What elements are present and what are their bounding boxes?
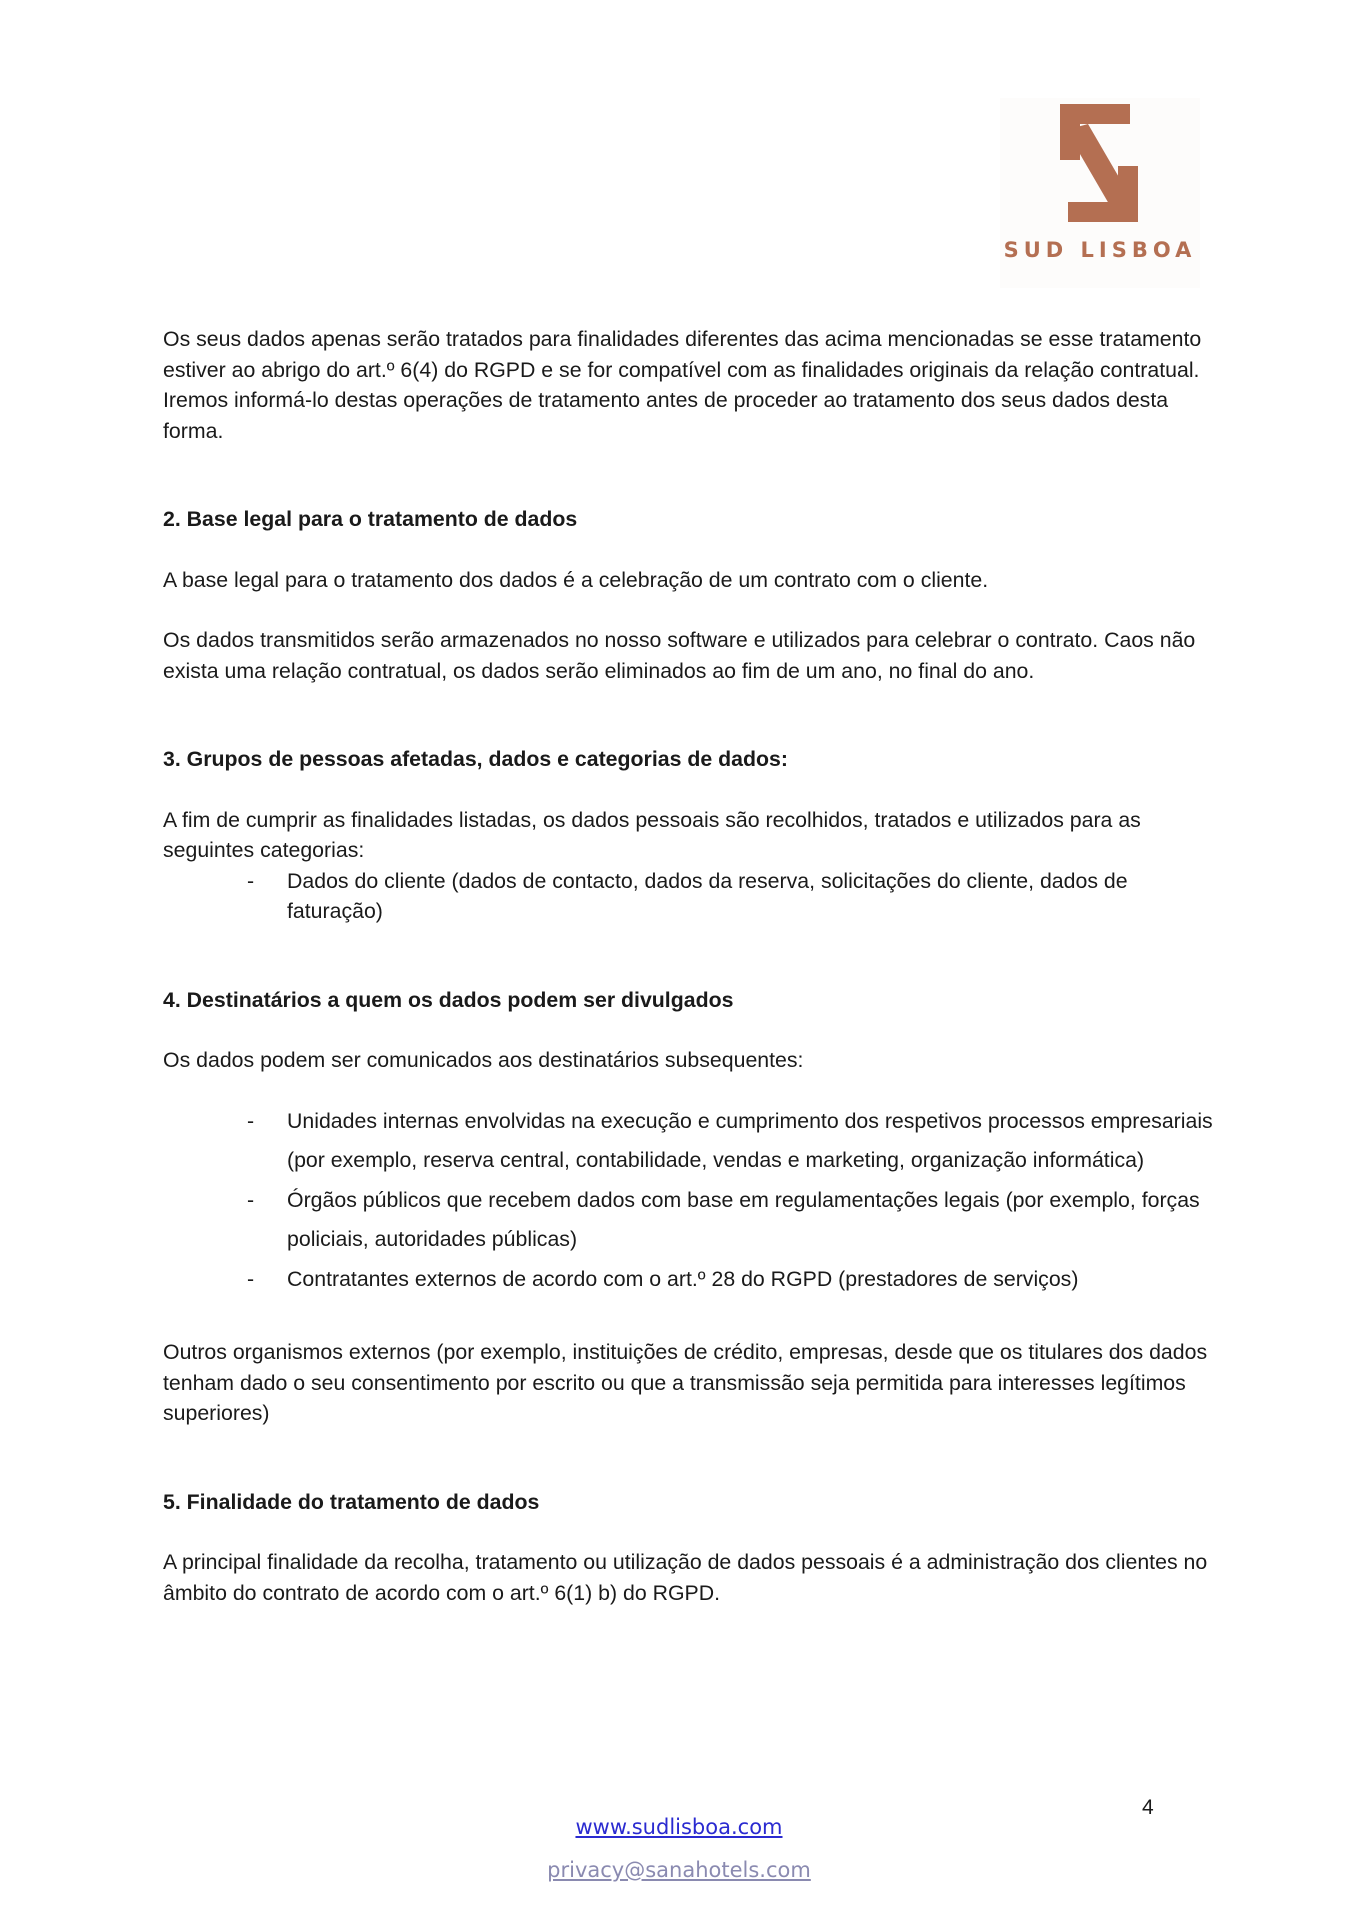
list-dash: - xyxy=(247,1266,255,1291)
website-link[interactable]: www.sudlisboa.com xyxy=(575,1815,783,1839)
document-body xyxy=(163,324,1213,1608)
section-3-paragraph-1: A fim de cumprir as finalidades listadas, os dados pessoais são recolhidos, tratados e utilizados para as seguintes categorias: xyxy=(163,807,1141,862)
list-dash: - xyxy=(247,1187,255,1212)
section-4-heading: 4. Destinatários a quem os dados podem ser divulgados xyxy=(163,987,734,1012)
section-4-list xyxy=(163,1102,1213,1300)
section-3-list xyxy=(163,866,1213,927)
list-item xyxy=(163,1102,1213,1181)
list-item-text: Dados do cliente (dados de contacto, dados da reserva, solicitações do cliente, dados de faturação) xyxy=(287,868,1128,923)
section-4-paragraph-1: Os dados podem ser comunicados aos destinatários subsequentes: xyxy=(163,1048,804,1072)
intro-paragraph: Os seus dados apenas serão tratados para finalidades diferentes das acima mencionadas se esse tratamento estiver ao abrigo do art.º 6(4) do RGPD e se for compatível com as finalidades originais da relação contratual. Iremos informá-lo destas operações de tratamento antes de proceder ao tratamento dos seus dados desta forma. xyxy=(163,327,1202,443)
section-3-heading: 3. Grupos de pessoas afetadas, dados e categorias de dados: xyxy=(163,747,788,771)
section-2-heading: 2. Base legal para o tratamento de dados xyxy=(163,507,578,531)
list-dash: - xyxy=(247,1108,255,1133)
page-number: 4 xyxy=(1142,1796,1154,1819)
s-monogram-icon xyxy=(1052,100,1148,228)
section-2-paragraph-2: Os dados transmitidos serão armazenados no nosso software e utilizados para celebrar o contrato. Caos não exista uma relação contratual, os dados serão eliminados ao fim de um ano, no final do ano. xyxy=(163,628,1196,683)
list-item-text: Órgãos públicos que recebem dados com base em regulamentações legais (por exemplo, forças policiais, autoridades públicas) xyxy=(287,1187,1200,1251)
list-item xyxy=(163,1260,1213,1300)
sud-lisboa-logo xyxy=(1000,98,1200,288)
section-5-paragraph-1: A principal finalidade da recolha, tratamento ou utilização de dados pessoais é a administração dos clientes no âmbito do contrato de acordo com o art.º 6(1) b) do RGPD. xyxy=(163,1550,1208,1605)
list-item-text: Unidades internas envolvidas na execução e cumprimento dos respetivos processos empresariais (por exemplo, reserva central, contabilidade, vendas e marketing, organização informática) xyxy=(287,1108,1213,1172)
list-item-text: Contratantes externos de acordo com o art.º 28 do RGPD (prestadores de serviços) xyxy=(287,1266,1079,1291)
section-5-heading: 5. Finalidade do tratamento de dados xyxy=(163,1489,540,1514)
email-link[interactable]: privacy@sanahotels.com xyxy=(547,1858,811,1882)
list-dash: - xyxy=(247,868,255,893)
section-2-paragraph-1: A base legal para o tratamento dos dados é a celebração de um contrato com o cliente. xyxy=(163,567,989,592)
section-4-paragraph-2: Outros organismos externos (por exemplo, instituições de crédito, empresas, desde que os titulares dos dados tenham dado o seu consentimento por escrito ou que a transmissão seja permitida para interesses legítimos superiores) xyxy=(163,1340,1208,1425)
list-item xyxy=(163,866,1213,927)
logo-wordmark: SUD LISBOA xyxy=(1003,238,1197,262)
list-item xyxy=(163,1181,1213,1260)
